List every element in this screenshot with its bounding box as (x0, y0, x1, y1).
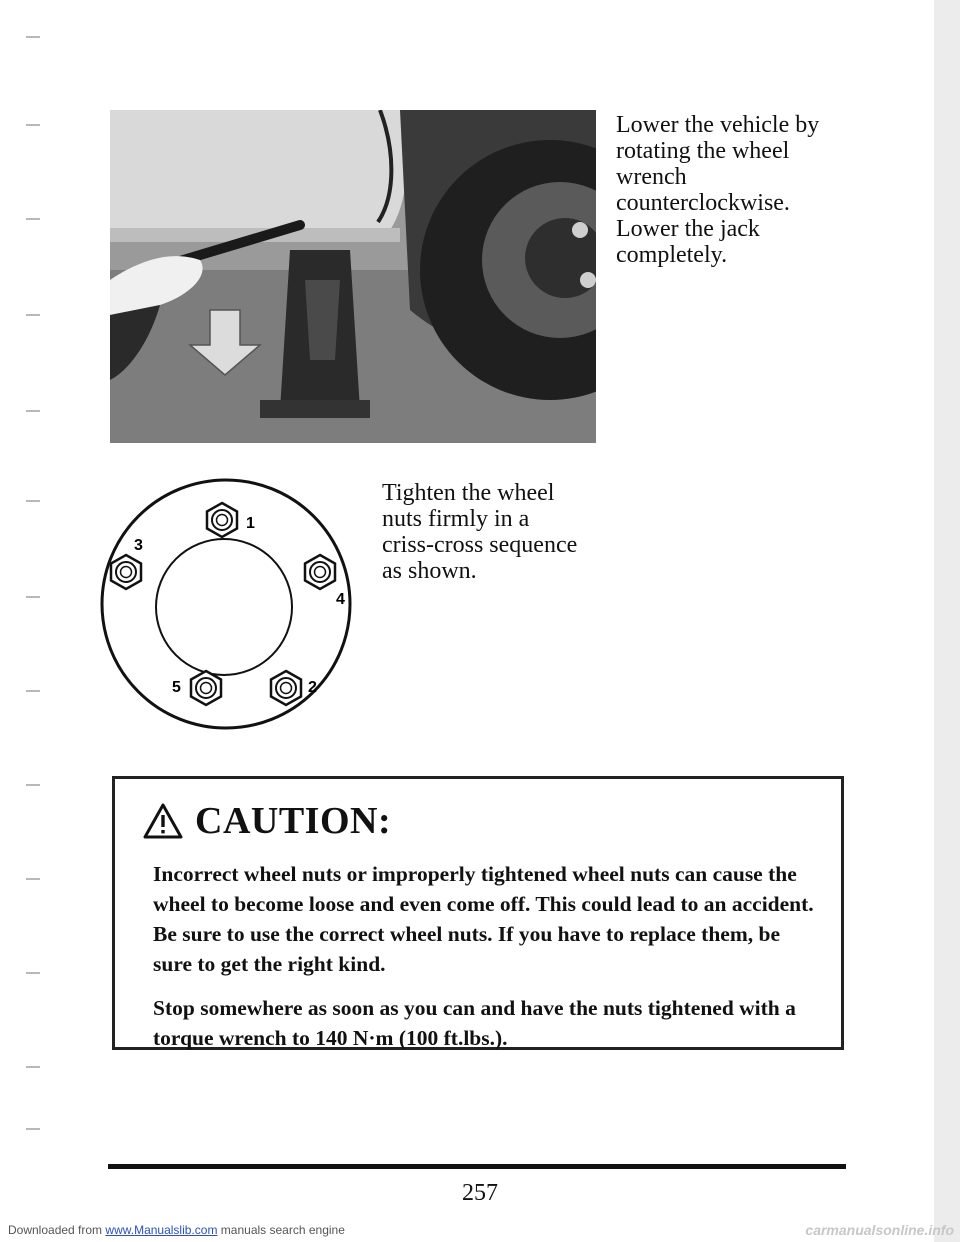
credit-suffix: manuals search engine (220, 1223, 345, 1237)
instruction-line: criss-cross sequence (382, 532, 578, 558)
wheel-nut-icon (207, 503, 237, 537)
margin-tick (26, 972, 40, 974)
margin-tick (26, 36, 40, 38)
download-credit (8, 1223, 345, 1237)
warning-triangle-icon (143, 803, 183, 839)
jack-lowering-photo (110, 110, 596, 443)
margin-tick (26, 124, 40, 126)
instruction-line: wrench (616, 164, 687, 190)
margin-tick (26, 784, 40, 786)
margin-tick (26, 596, 40, 598)
download-footer (0, 1220, 960, 1242)
tighten-instructions (382, 480, 602, 584)
wheel-nut-icon (191, 671, 221, 705)
nut-label-1: 1 (246, 515, 255, 532)
wheel-nut-sequence-diagram (96, 462, 358, 740)
instruction-line: Lower the vehicle by (616, 112, 820, 138)
manualslib-link[interactable]: www.Manualslib.com (105, 1223, 218, 1237)
nut-label-3: 3 (134, 537, 143, 554)
caution-paragraph: Stop somewhere as soon as you can and have the nuts tightened with a torque wrench to 140 N·m (100 ft.lbs.). (153, 996, 796, 1050)
instruction-line: Lower the jack (616, 216, 760, 242)
lower-vehicle-instructions (616, 112, 856, 268)
margin-tick (26, 1128, 40, 1130)
instruction-line: completely. (616, 242, 728, 268)
page-edge (934, 0, 960, 1242)
margin-tick (26, 314, 40, 316)
caution-heading (143, 789, 815, 853)
credit-prefix: Downloaded from (8, 1223, 103, 1237)
wheel-nut-icon (111, 555, 141, 589)
margin-tick (26, 410, 40, 412)
nut-label-4: 4 (336, 591, 345, 608)
caution-paragraph: Incorrect wheel nuts or improperly tightened wheel nuts can cause the wheel to become loose and even come off. This could lead to an accident. Be sure to use the correct wheel nuts. If you have to replace them, be sure to get the right kind. (153, 862, 814, 976)
caution-box (112, 776, 844, 1050)
margin-tick (26, 878, 40, 880)
footer-rule (108, 1164, 846, 1169)
instruction-line: Tighten the wheel (382, 480, 555, 506)
instruction-line: as shown. (382, 558, 477, 584)
nut-label-2: 2 (308, 679, 317, 696)
wheel-nut-icon (271, 671, 301, 705)
margin-tick (26, 1066, 40, 1068)
wheel-nut-icon (305, 555, 335, 589)
margin-tick (26, 500, 40, 502)
caution-title: CAUTION: (195, 800, 392, 842)
margin-tick (26, 218, 40, 220)
margin-tick (26, 690, 40, 692)
nut-label-5: 5 (172, 679, 181, 696)
instruction-line: counterclockwise. (616, 190, 790, 216)
instruction-line: rotating the wheel (616, 138, 790, 164)
watermark: carmanualsonline.info (805, 1222, 954, 1238)
instruction-line: nuts firmly in a (382, 506, 530, 532)
page-number: 257 (462, 1180, 498, 1206)
